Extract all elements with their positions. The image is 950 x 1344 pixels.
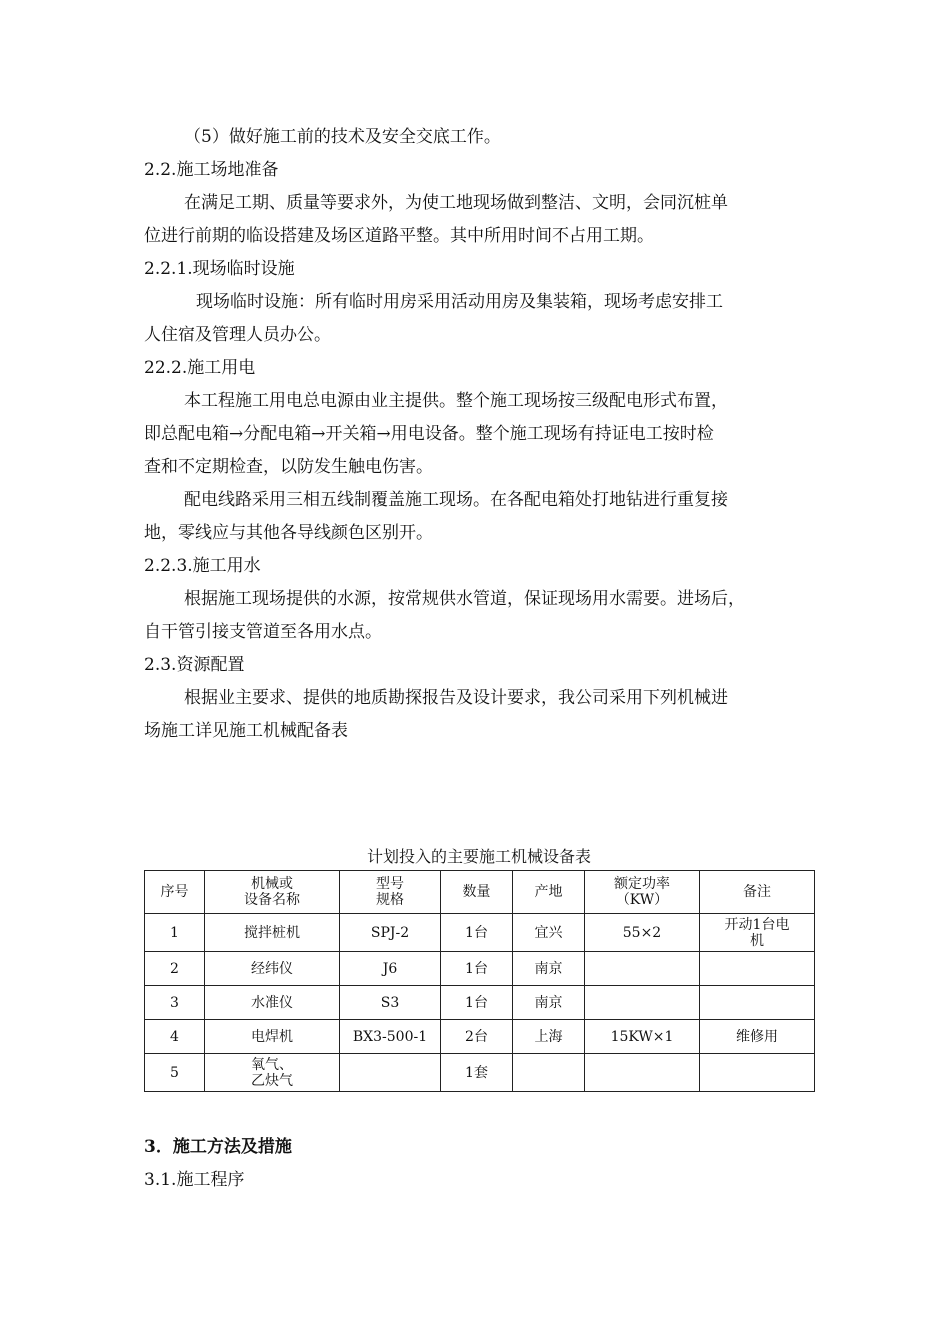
- header-note: 备注: [700, 871, 815, 914]
- cell-no: 1: [145, 914, 205, 952]
- cell-origin: 上海: [513, 1020, 585, 1054]
- cell-origin: 南京: [513, 986, 585, 1020]
- cell-name: 电焊机: [205, 1020, 340, 1054]
- cell-power: 55×2: [585, 914, 700, 952]
- paragraph: 自干管引接支管道至各用水点。: [144, 622, 382, 642]
- paragraph: 地，零线应与其他各导线颜色区别开。: [144, 523, 433, 543]
- equipment-table: [144, 870, 815, 1092]
- cell-qty: 1套: [441, 1054, 513, 1092]
- cell-qty: 1台: [441, 914, 513, 952]
- cell-no: 5: [145, 1054, 205, 1092]
- table-header-row: [145, 871, 815, 914]
- paragraph: 人住宿及管理人员办公。: [144, 325, 331, 345]
- paragraph: 配电线路采用三相五线制覆盖施工现场。在各配电箱处打地钻进行重复接: [184, 490, 728, 510]
- table-row: [145, 1020, 815, 1054]
- cell-qty: 1台: [441, 986, 513, 1020]
- chapter-heading: 3．施工方法及措施: [144, 1137, 292, 1157]
- header-model: 型号 规格: [340, 871, 441, 914]
- cell-origin: [513, 1054, 585, 1092]
- cell-note: 维修用: [700, 1020, 815, 1054]
- section-heading: 2.2.1.现场临时设施: [144, 259, 295, 279]
- paragraph: 位进行前期的临设搭建及场区道路平整。其中所用时间不占用工期。: [144, 226, 654, 246]
- cell-model: [340, 1054, 441, 1092]
- paragraph: 根据业主要求、提供的地质勘探报告及设计要求，我公司采用下列机械进: [184, 688, 728, 708]
- header-name: 机械或 设备名称: [205, 871, 340, 914]
- cell-name: 氧气、 乙炔气: [205, 1054, 340, 1092]
- cell-name: 搅拌桩机: [205, 914, 340, 952]
- table-row: [145, 986, 815, 1020]
- header-origin: 产地: [513, 871, 585, 914]
- table-row: [145, 952, 815, 986]
- paragraph: 在满足工期、质量等要求外，为使工地现场做到整洁、文明，会同沉桩单: [184, 193, 728, 213]
- section-heading: 22.2.施工用电: [144, 358, 256, 378]
- header-no: 序号: [145, 871, 205, 914]
- paragraph: （5）做好施工前的技术及安全交底工作。: [184, 127, 501, 147]
- cell-model: SPJ-2: [340, 914, 441, 952]
- paragraph: 现场临时设施：所有临时用房采用活动用房及集装箱，现场考虑安排工: [196, 292, 723, 312]
- cell-power: [585, 952, 700, 986]
- header-qty: 数量: [441, 871, 513, 914]
- cell-no: 4: [145, 1020, 205, 1054]
- table-caption: 计划投入的主要施工机械设备表: [366, 847, 591, 866]
- header-power: 额定功率 （KW）: [585, 871, 700, 914]
- cell-no: 3: [145, 986, 205, 1020]
- cell-power: [585, 1054, 700, 1092]
- cell-note: [700, 952, 815, 986]
- paragraph: 本工程施工用电总电源由业主提供。整个施工现场按三级配电形式布置，: [184, 391, 728, 411]
- paragraph: 查和不定期检查，以防发生触电伤害。: [144, 457, 433, 477]
- cell-note: 开动1台电 机: [700, 914, 815, 952]
- section-heading: 3.1.施工程序: [144, 1170, 245, 1190]
- section-heading: 2.2.施工场地准备: [144, 160, 279, 180]
- cell-no: 2: [145, 952, 205, 986]
- cell-model: S3: [340, 986, 441, 1020]
- cell-name: 经纬仪: [205, 952, 340, 986]
- cell-power: [585, 986, 700, 1020]
- paragraph: 即总配电箱→分配电箱→开关箱→用电设备。整个施工现场有持证电工按时检: [144, 424, 714, 444]
- section-heading: 2.2.3.施工用水: [144, 556, 261, 576]
- cell-name: 水准仪: [205, 986, 340, 1020]
- section-heading: 2.3.资源配置: [144, 655, 245, 675]
- cell-note: [700, 986, 815, 1020]
- cell-power: 15KW×1: [585, 1020, 700, 1054]
- cell-origin: 宜兴: [513, 914, 585, 952]
- cell-origin: 南京: [513, 952, 585, 986]
- cell-model: J6: [340, 952, 441, 986]
- table-row: [145, 1054, 815, 1092]
- cell-qty: 2台: [441, 1020, 513, 1054]
- paragraph: 场施工详见施工机械配备表: [144, 721, 348, 741]
- cell-qty: 1台: [441, 952, 513, 986]
- paragraph: 根据施工现场提供的水源，按常规供水管道，保证现场用水需要。进场后，: [184, 589, 745, 609]
- table-row: [145, 914, 815, 952]
- cell-model: BX3-500-1: [340, 1020, 441, 1054]
- cell-note: [700, 1054, 815, 1092]
